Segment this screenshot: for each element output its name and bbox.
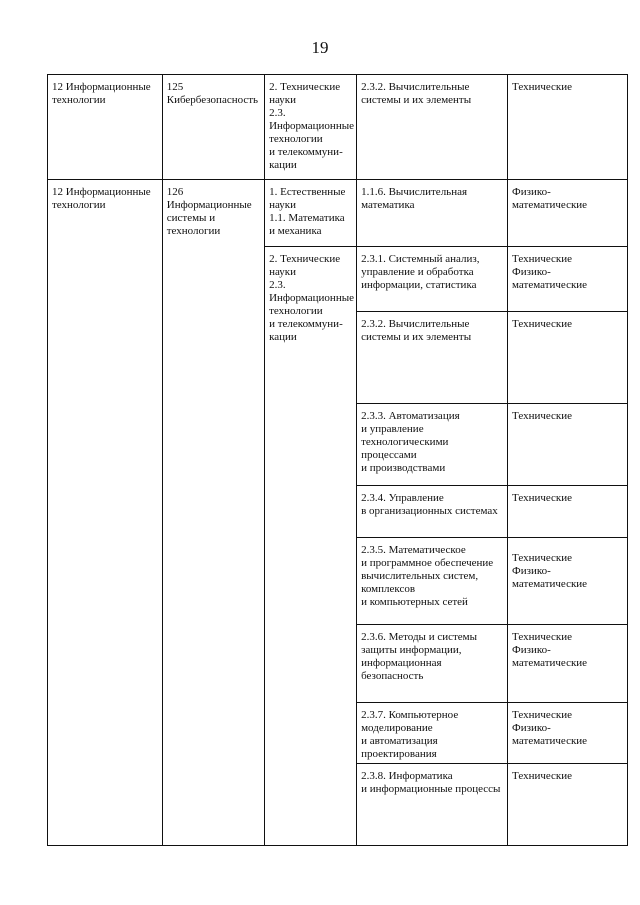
science-field-cell: Технические Физико-математические <box>508 625 628 703</box>
specialty-cell: 2.3.4. Управление в организационных системах <box>357 486 508 538</box>
group-cell: 12 Информационные технологии <box>48 75 163 180</box>
specialty-cell: 2.3.1. Системный анализ, управление и обработка информации, статистика <box>357 247 508 312</box>
science-field-cell: Технические <box>508 75 628 180</box>
group-cell: 12 Информационные технологии <box>48 180 163 846</box>
specialty-cell: 2.3.5. Математическое и программное обеспечение вычислительных систем, комплексов и компьютерных сетей <box>357 538 508 625</box>
science-field-cell: Технические <box>508 764 628 846</box>
science-field-cell: Технические Физико-математические <box>508 703 628 764</box>
science-field-cell: Технические <box>508 486 628 538</box>
specialties-table <box>47 74 628 846</box>
science-field-cell: Технические Физико-математические <box>508 247 628 312</box>
table-row <box>48 75 628 180</box>
specialty-cell: 1.1.6. Вычислительная математика <box>357 180 508 247</box>
science-field-cell: Технические <box>508 312 628 404</box>
specialty-cell: 2.3.2. Вычислительные системы и их элементы <box>357 312 508 404</box>
table-row <box>48 180 628 247</box>
specialty-cell: 2.3.6. Методы и системы защиты информации, информационная безопасность <box>357 625 508 703</box>
specialty-cell: 2.3.3. Автоматизация и управление технологическими процессами и производствами <box>357 404 508 486</box>
science-field-cell: Технические Физико-математические <box>508 538 628 625</box>
specialty-cell: 2.3.7. Компьютерное моделирование и автоматизация проектирования <box>357 703 508 764</box>
science-area-cell: 2. Технические науки 2.3. Информационные технологии и телекоммуни-кации <box>265 247 357 846</box>
science-area-cell: 1. Естественные науки 1.1. Математика и механика <box>265 180 357 247</box>
science-area-cell: 2. Технические науки 2.3. Информационные технологии и телекоммуни-кации <box>265 75 357 180</box>
specialty-cell: 2.3.8. Информатика и информационные процессы <box>357 764 508 846</box>
page-number: 19 <box>311 38 329 57</box>
program-code-cell: 125 Кибербезопасность <box>162 75 264 180</box>
program-code-cell: 126 Информационные системы и технологии <box>162 180 264 846</box>
specialty-cell: 2.3.2. Вычислительные системы и их элементы <box>357 75 508 180</box>
science-field-cell: Технические <box>508 404 628 486</box>
science-field-cell: Физико-математические <box>508 180 628 247</box>
